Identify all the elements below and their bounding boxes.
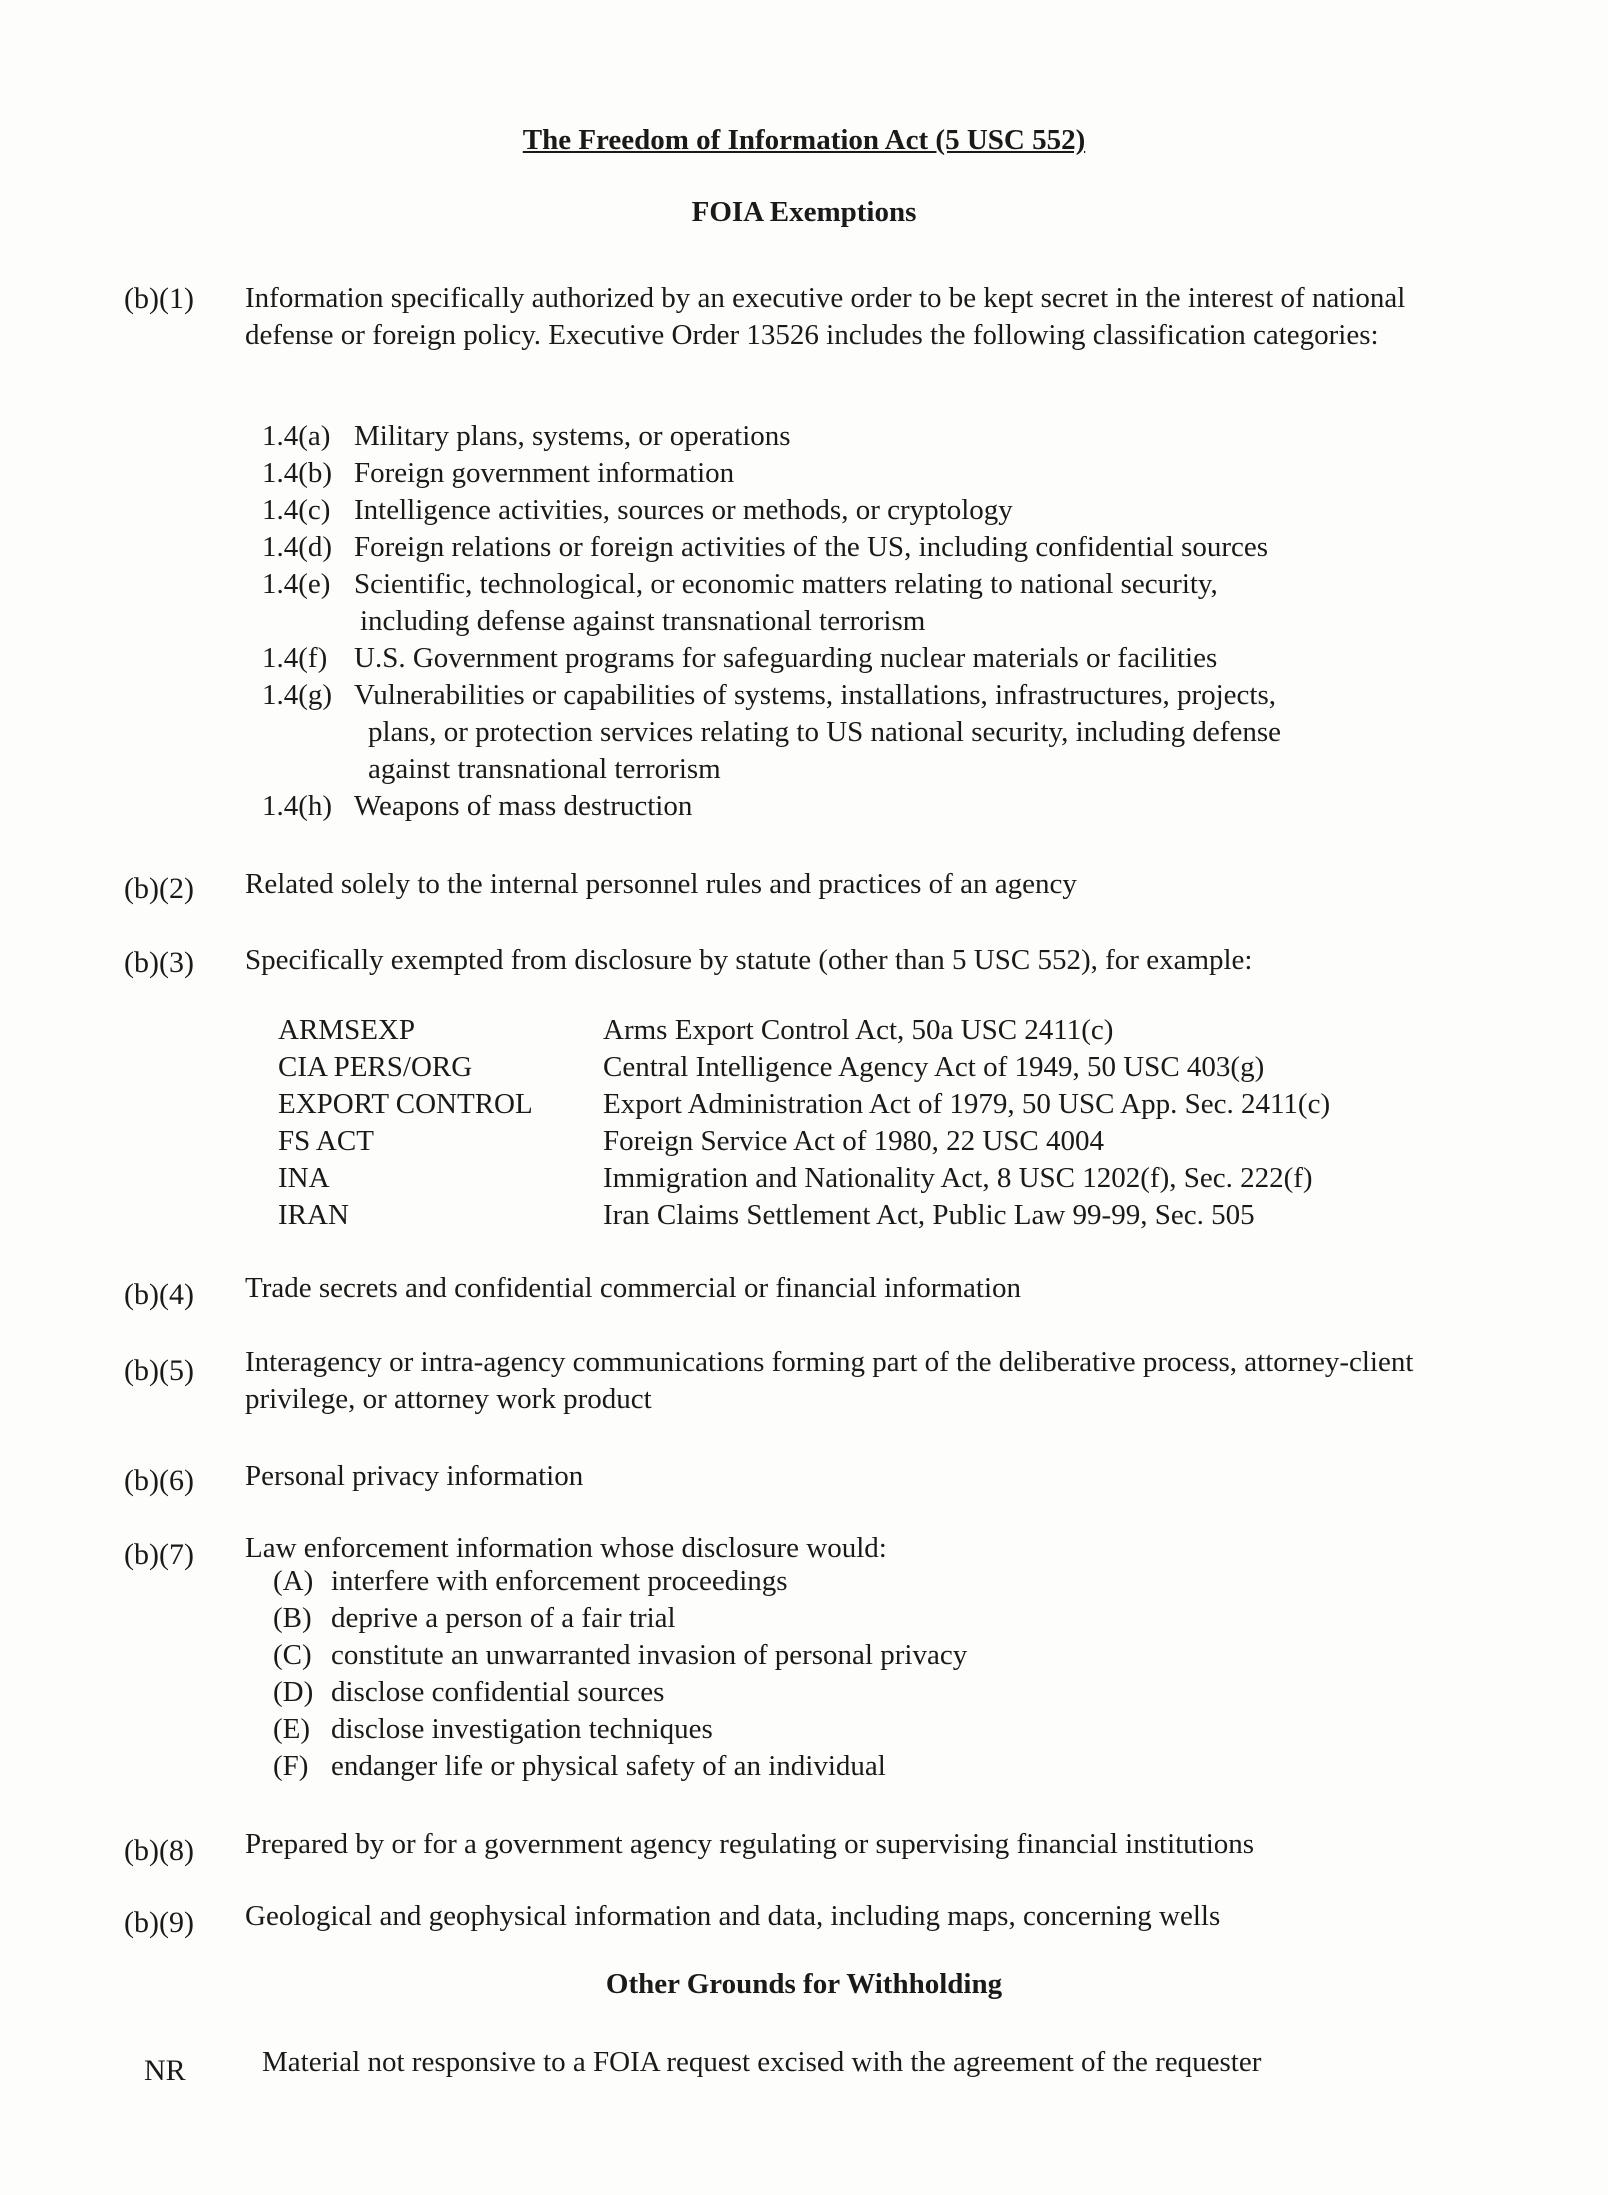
category-text: Scientific, technological, or economic matters relating to national security, (354, 568, 1218, 600)
statute-abbreviation: CIA PERS/ORG (278, 1051, 473, 1083)
exemption-b1-text: Information specifically authorized by an executive order to be kept secret in the interest of national defense or foreign policy. Executive Order 13526 includes the following classification categories: (245, 282, 1406, 351)
exemption-b7-code: (b)(7) (124, 1538, 194, 1571)
category-text: Foreign relations or foreign activities of the US, including confidential sources (354, 531, 1269, 563)
exemption-b3-code: (b)(3) (124, 946, 194, 979)
law-enforcement-subitems (273, 1563, 967, 1785)
exemption-b8-text: Prepared by or for a government agency regulating or supervising financial institutions (245, 1828, 1255, 1860)
exemption-b8-code: (b)(8) (124, 1834, 194, 1867)
exemption-b4-code: (b)(4) (124, 1278, 194, 1311)
category-row (262, 455, 1442, 492)
category-continuation: against transnational terrorism (368, 753, 721, 785)
category-row (262, 677, 1442, 714)
category-code: 1.4(d) (262, 531, 333, 563)
subitem-text: disclose confidential sources (331, 1676, 665, 1708)
subitem-row (273, 1637, 967, 1674)
statute-abbreviation: ARMSEXP (278, 1014, 415, 1046)
category-row (262, 418, 1442, 455)
exemption-b5-code: (b)(5) (124, 1354, 194, 1387)
exemption-b7-text: Law enforcement information whose disclosure would: (245, 1532, 887, 1564)
category-code: 1.4(e) (262, 568, 331, 600)
exemption-b6-text: Personal privacy information (245, 1460, 584, 1492)
category-row (262, 640, 1442, 677)
document-title: The Freedom of Information Act (5 USC 552) (522, 124, 1086, 156)
subitem-letter: (F) (273, 1750, 309, 1782)
category-row (262, 492, 1442, 529)
nr-text: Material not responsive to a FOIA request excised with the agreement of the requester (262, 2046, 1262, 2078)
classification-categories (262, 418, 1442, 825)
statute-abbreviation: IRAN (278, 1199, 349, 1231)
category-text: Weapons of mass destruction (354, 790, 693, 822)
subitem-row (273, 1600, 967, 1637)
statute-description: Iran Claims Settlement Act, Public Law 99-99, Sec. 505 (603, 1199, 1255, 1231)
statute-row (278, 1012, 1438, 1049)
category-text: Vulnerabilities or capabilities of systems, installations, infrastructures, projects, (354, 679, 1277, 711)
statute-row (278, 1160, 1438, 1197)
statute-abbreviation: INA (278, 1162, 330, 1194)
category-row (262, 788, 1442, 825)
subitem-row (273, 1748, 967, 1785)
category-continuation: including defense against transnational terrorism (360, 605, 926, 637)
subitem-text: endanger life or physical safety of an individual (331, 1750, 886, 1782)
category-text: Intelligence activities, sources or methods, or cryptology (354, 494, 1013, 526)
subitem-text: deprive a person of a fair trial (331, 1602, 676, 1634)
statute-description: Arms Export Control Act, 50a USC 2411(c) (603, 1014, 1114, 1046)
subitem-text: interfere with enforcement proceedings (331, 1565, 788, 1597)
subitem-text: disclose investigation techniques (331, 1713, 713, 1745)
subitem-letter: (B) (273, 1602, 312, 1634)
category-code: 1.4(a) (262, 420, 331, 452)
category-code: 1.4(g) (262, 679, 333, 711)
exemption-b6-code: (b)(6) (124, 1464, 194, 1497)
category-code: 1.4(h) (262, 790, 333, 822)
other-grounds-title: Other Grounds for Withholding (605, 1968, 1003, 2000)
category-text: Foreign government information (354, 457, 735, 489)
category-code: 1.4(f) (262, 642, 328, 674)
subitem-row (273, 1711, 967, 1748)
nr-code: NR (144, 2054, 186, 2087)
exemption-b2-text: Related solely to the internal personnel rules and practices of an agency (245, 868, 1077, 900)
exemption-b2-code: (b)(2) (124, 872, 194, 905)
category-code: 1.4(c) (262, 494, 331, 526)
subitem-text: constitute an unwarranted invasion of personal privacy (331, 1639, 968, 1671)
subitem-row (273, 1563, 967, 1600)
statute-description: Central Intelligence Agency Act of 1949, 50 USC 403(g) (603, 1051, 1265, 1083)
statute-description: Foreign Service Act of 1980, 22 USC 4004 (603, 1125, 1105, 1157)
section-title: FOIA Exemptions (691, 196, 917, 228)
statute-table (278, 1012, 1438, 1234)
subitem-row (273, 1674, 967, 1711)
exemption-b4-text: Trade secrets and confidential commercial or financial information (245, 1272, 1022, 1304)
subitem-letter: (A) (273, 1565, 314, 1597)
subitem-letter: (C) (273, 1639, 312, 1671)
exemption-b3-text: Specifically exempted from disclosure by statute (other than 5 USC 552), for example: (245, 944, 1253, 976)
subitem-letter: (D) (273, 1676, 314, 1708)
category-row (262, 529, 1442, 566)
exemption-b9-text: Geological and geophysical information and data, including maps, concerning wells (245, 1900, 1221, 1932)
statute-description: Immigration and Nationality Act, 8 USC 1202(f), Sec. 222(f) (603, 1162, 1313, 1194)
exemption-b5-text: Interagency or intra-agency communications forming part of the deliberative process, attorney-client privilege, or attorney work product (245, 1346, 1414, 1415)
category-text: Military plans, systems, or operations (354, 420, 791, 452)
statute-abbreviation: FS ACT (278, 1125, 374, 1157)
category-code: 1.4(b) (262, 457, 333, 489)
statute-abbreviation: EXPORT CONTROL (278, 1088, 533, 1120)
statute-row (278, 1197, 1438, 1234)
category-row (262, 566, 1442, 603)
statute-row (278, 1123, 1438, 1160)
statute-row (278, 1086, 1438, 1123)
exemption-b9-code: (b)(9) (124, 1906, 194, 1939)
statute-description: Export Administration Act of 1979, 50 USC App. Sec. 2411(c) (603, 1088, 1331, 1120)
exemption-b1-code: (b)(1) (124, 282, 194, 315)
statute-row (278, 1049, 1438, 1086)
subitem-letter: (E) (273, 1713, 311, 1745)
category-continuation: plans, or protection services relating to US national security, including defense (368, 716, 1281, 748)
category-text: U.S. Government programs for safeguarding nuclear materials or facilities (354, 642, 1218, 674)
